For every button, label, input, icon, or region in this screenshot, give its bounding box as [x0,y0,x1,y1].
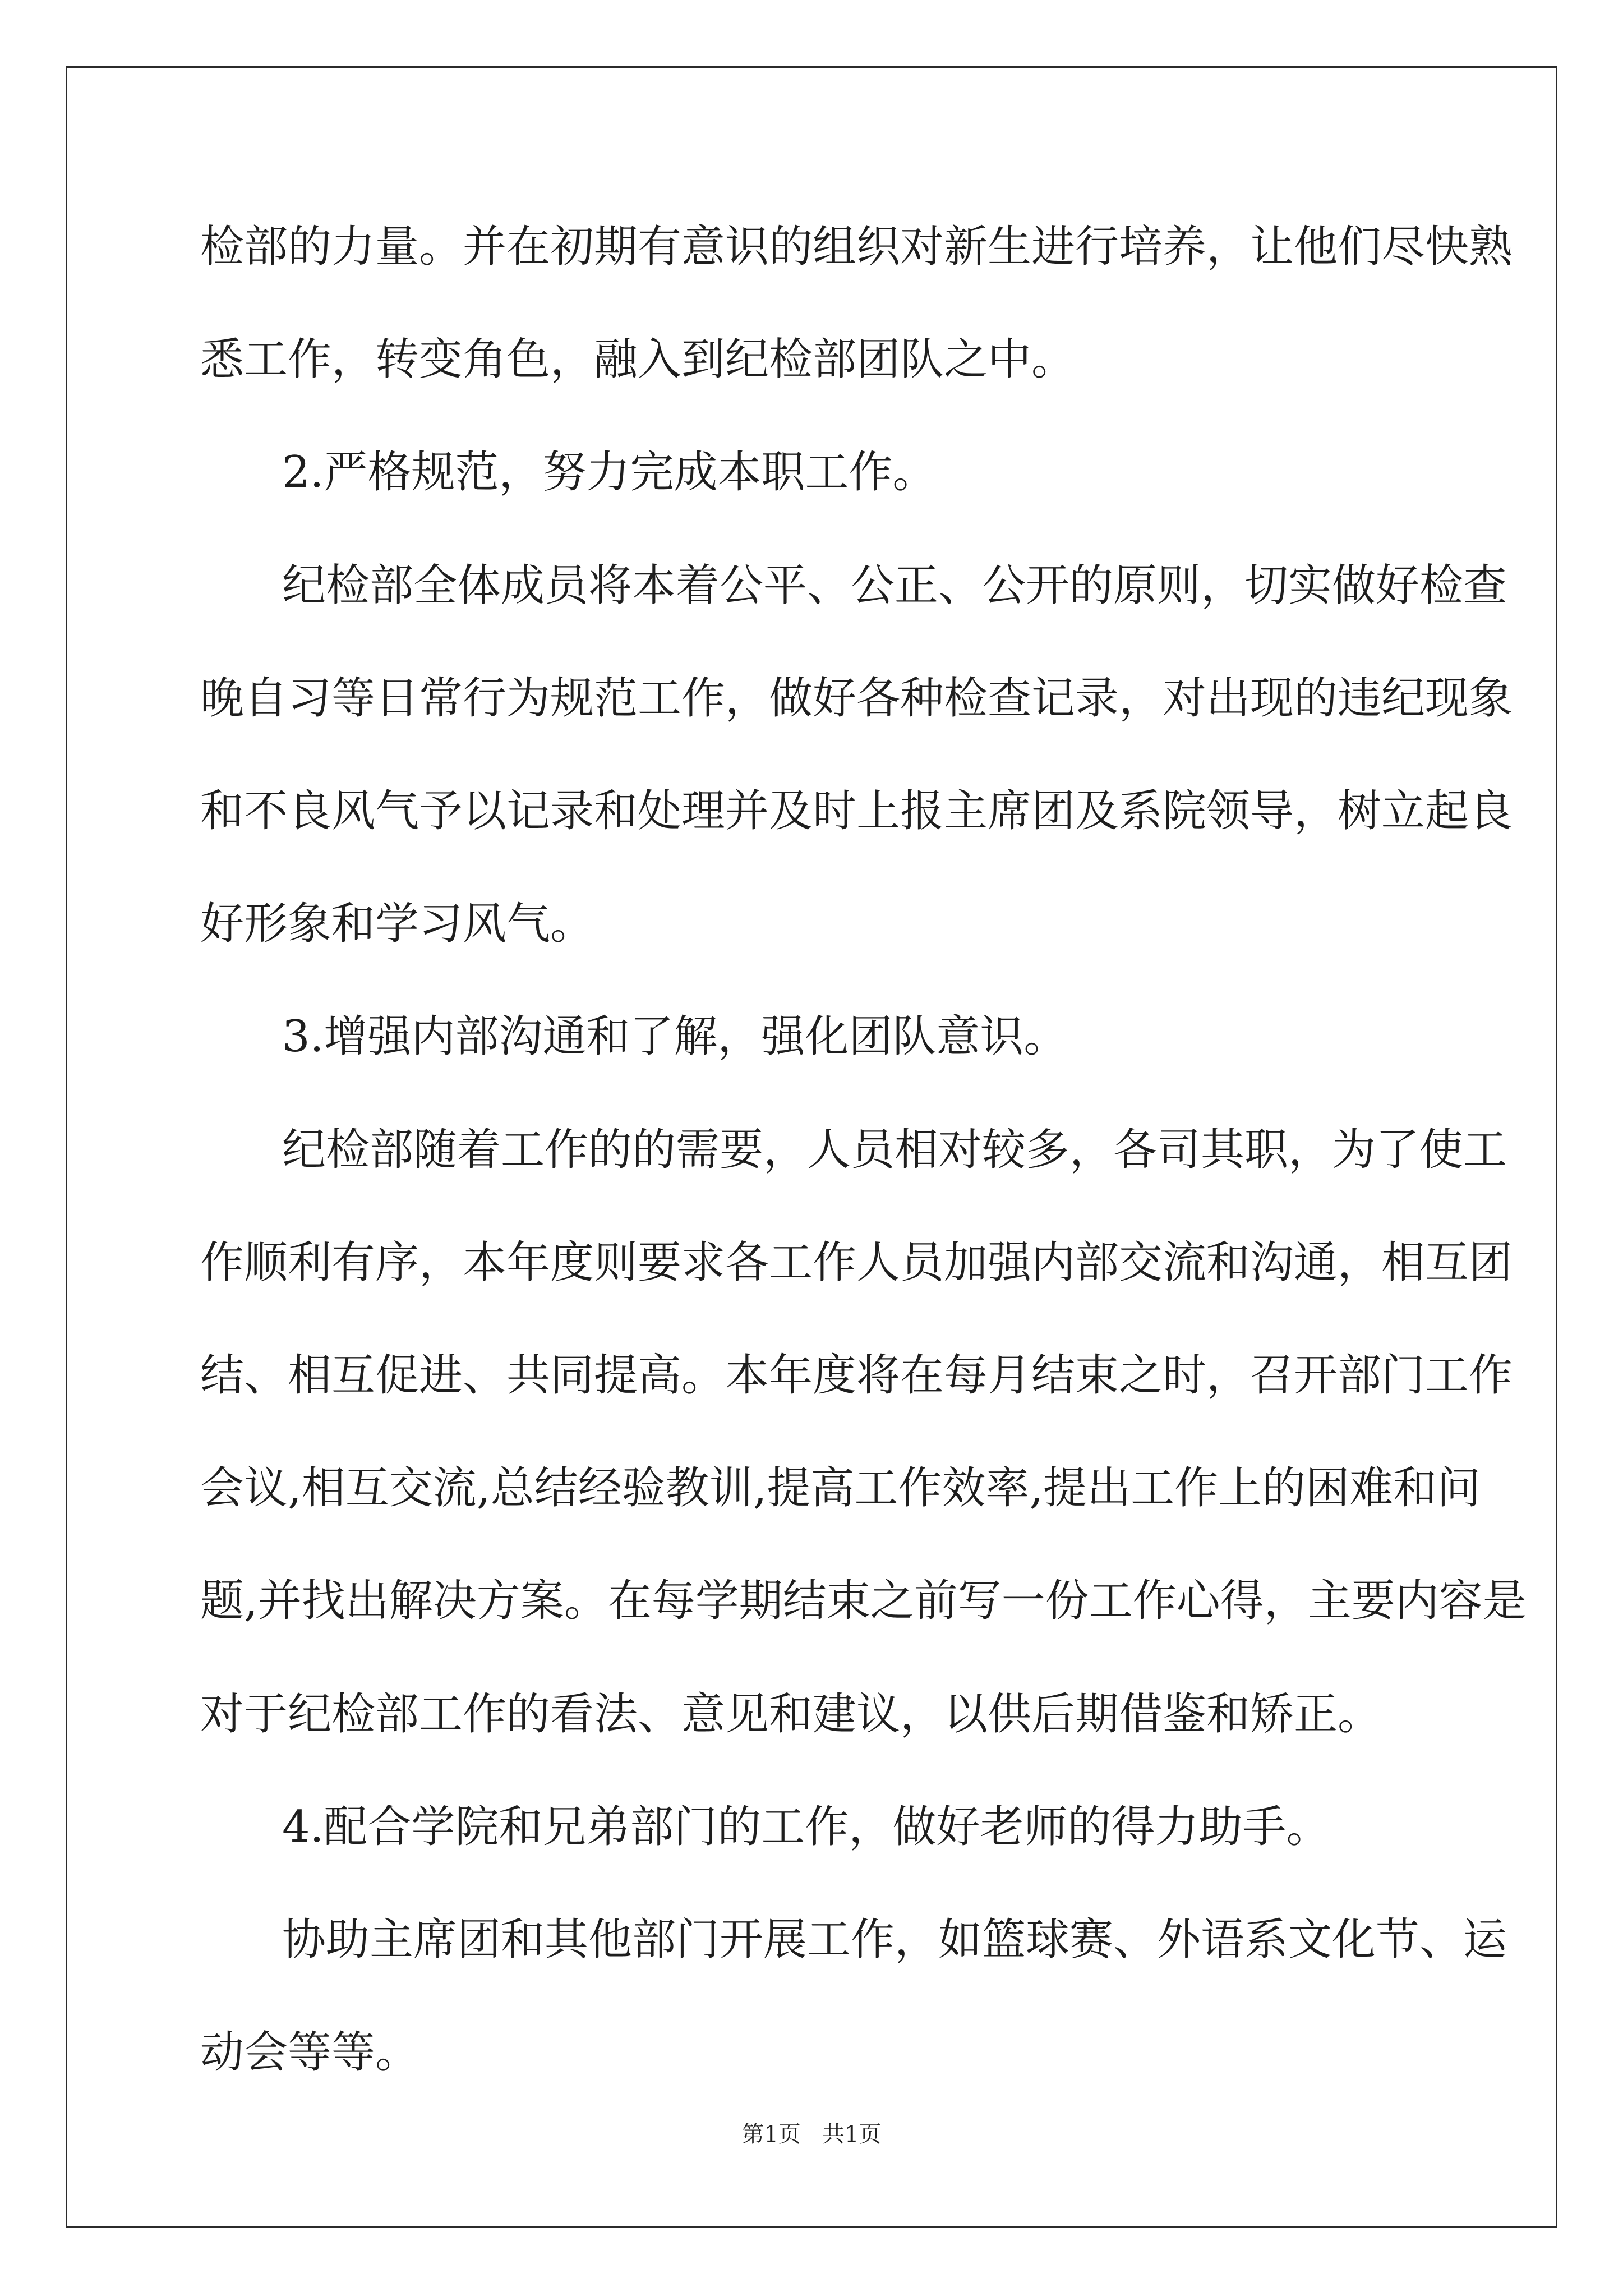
body-line: 纪检部随着工作的的需要，人员相对较多，各司其职，为了使工 [282,1125,1507,1175]
body-line: 作顺利有序，本年度则要求各工作人员加强内部交流和沟通，相互团 [200,1237,1513,1288]
section-heading: 3.增强内部沟通和了解，强化团队意识。 [282,1011,1068,1062]
body-line: 晚自习等日常行为规范工作，做好各种检查记录，对出现的违纪现象 [200,673,1513,724]
body-line: 和不良风气予以记录和处理并及时上报主席团及系院领导，树立起良 [200,786,1513,836]
body-line: 题,并找出解决方案。在每学期结束之前写一份工作心得，主要内容是 [200,1576,1527,1626]
body-line: 结、相互促进、共同提高。本年度将在每月结束之时，召开部门工作 [200,1350,1513,1401]
body-line: 对于纪检部工作的看法、意见和建议，以供后期借鉴和矫正。 [200,1689,1382,1740]
body-line: 会议,相互交流,总结经验教训,提高工作效率,提出工作上的困难和问 [200,1463,1481,1513]
body-line: 好形象和学习风气。 [200,899,594,949]
body-line: 悉工作，转变角色，融入到纪检部团队之中。 [200,334,1076,385]
section-heading: 2.严格规范，努力完成本职工作。 [282,447,937,498]
body-line: 协助主席团和其他部门开展工作，如篮球赛、外语系文化节、运 [282,1915,1507,1965]
body-line: 检部的力量。并在初期有意识的组织对新生进行培养，让他们尽快熟 [200,222,1513,272]
body-line: 纪检部全体成员将本着公平、公正、公开的原则，切实做好检查 [282,560,1507,611]
section-heading: 4.配合学院和兄弟部门的工作，做好老师的得力助手。 [282,1802,1330,1852]
page-number-footer: 第1页 共1页 [741,2122,882,2147]
body-line: 动会等等。 [200,2027,419,2078]
